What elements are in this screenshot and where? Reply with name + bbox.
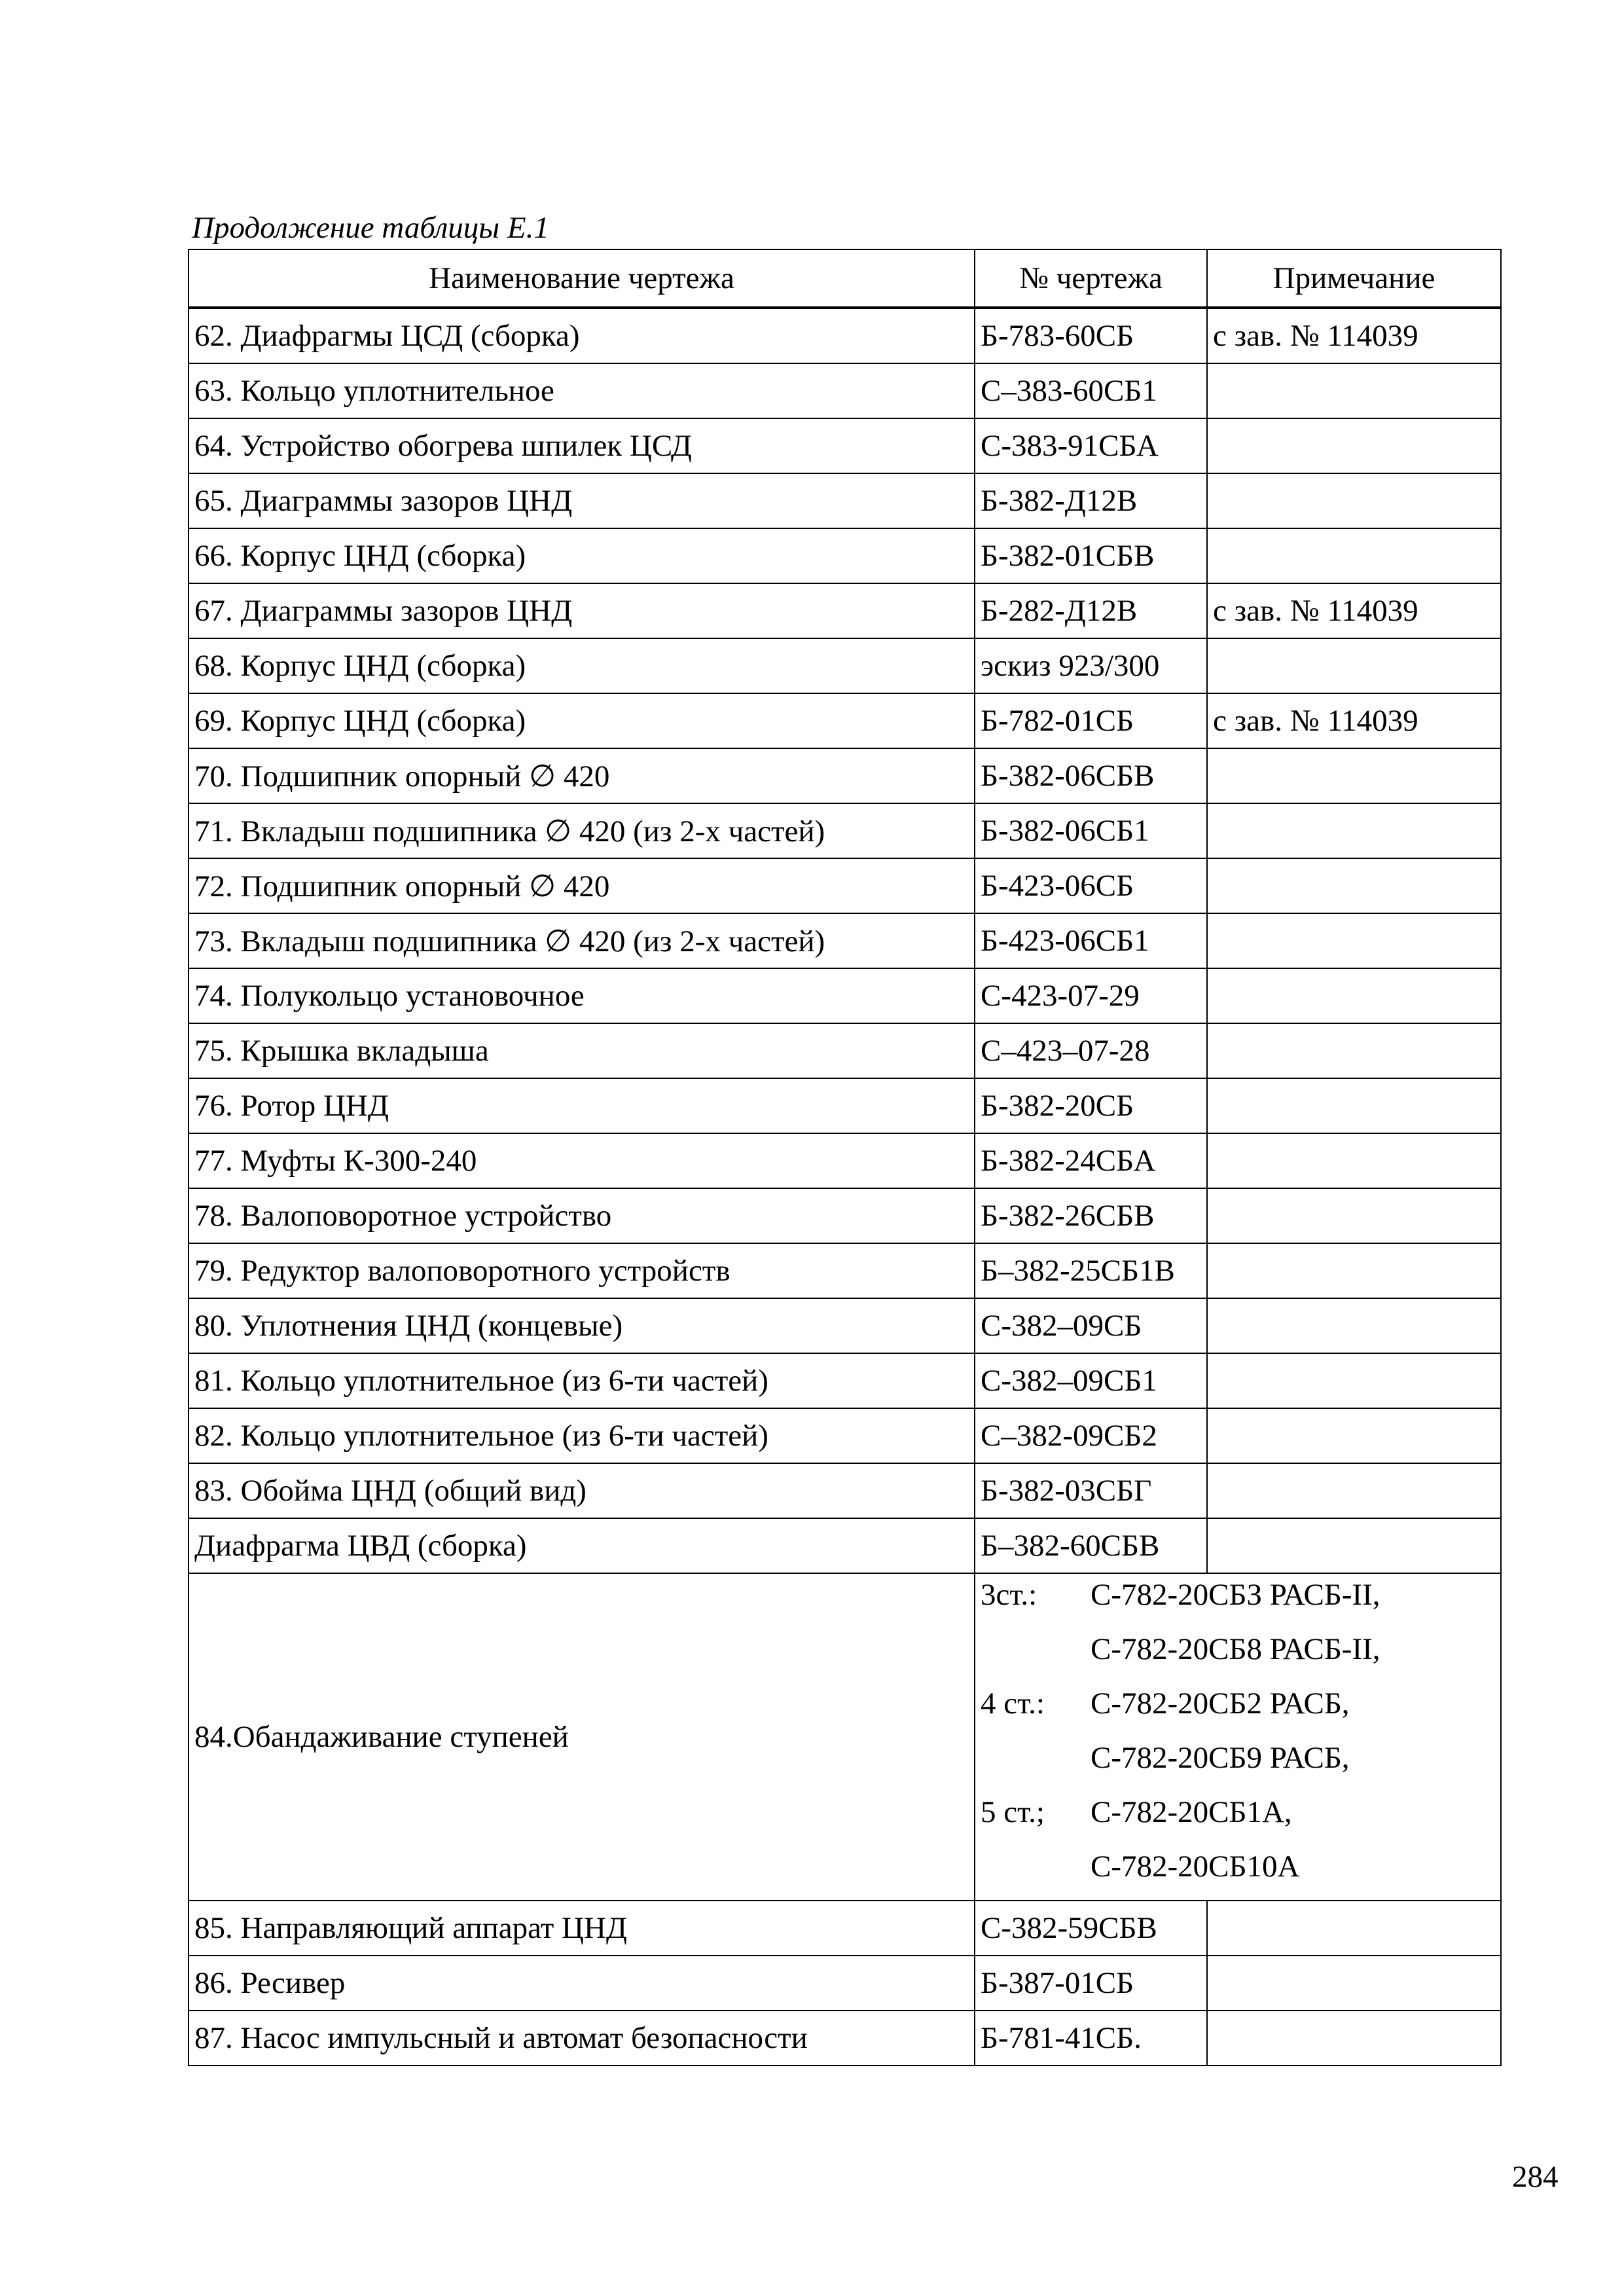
cell-number: Б-423-06СБ1 [975,913,1207,968]
table-row [189,913,1501,968]
cell-number: С–383-60СБ1 [975,363,1207,418]
cell-number: Б-382-03СБГ [975,1463,1207,1518]
banding-section [189,1573,1501,1901]
cell-name: 78. Валоповоротное устройство [189,1188,975,1243]
table-row [189,1353,1501,1408]
table-body-after [189,1901,1501,2066]
banding-stage: 5 ст.; [981,1795,1045,1829]
table-row [189,473,1501,528]
cell-number: Б-382-Д12В [975,473,1207,528]
cell-note [1207,1408,1501,1463]
banding-line [981,1791,1495,1846]
cell-note [1207,528,1501,583]
cell-name: 68. Корпус ЦНД (сборка) [189,638,975,693]
table-row [189,1078,1501,1133]
cell-name: 72. Подшипник опорный ∅ 420 [189,858,975,913]
cell-number: Б-382-01СБВ [975,528,1207,583]
cell-name: 63. Кольцо уплотнительное [189,363,975,418]
cell-name: 87. Насос импульсный и автомат безопасности [189,2011,975,2066]
cell-note [1207,418,1501,473]
cell-number: Б-783-60СБ [975,308,1207,363]
cell-number: Б-382-24СБА [975,1133,1207,1188]
table-row [189,308,1501,363]
table-header-row [189,249,1501,308]
cell-note [1207,858,1501,913]
cell-name: 75. Крышка вкладыша [189,1023,975,1078]
cell-note: с зав. № 114039 [1207,308,1501,363]
cell-number: Б-387-01СБ [975,1956,1207,2011]
table-row [189,858,1501,913]
cell-name: 73. Вкладыш подшипника ∅ 420 (из 2-х частей) [189,913,975,968]
table-body [189,308,1501,1573]
cell-number: С-382–09СБ [975,1298,1207,1353]
table-row-banding [189,1573,1501,1901]
cell-note [1207,1133,1501,1188]
banding-line [981,1846,1495,1900]
page-number: 284 [1512,2160,1559,2194]
banding-stage [981,1737,1091,1791]
cell-number: С–423–07-28 [975,1023,1207,1078]
cell-name: 86. Ресивер [189,1956,975,2011]
table-row [189,1518,1501,1573]
cell-name: 82. Кольцо уплотнительное (из 6-ти частей) [189,1408,975,1463]
cell-number: Б-382-06СБ1 [975,803,1207,858]
table-row [189,1188,1501,1243]
cell-note [1207,473,1501,528]
cell-number: С–382-09СБ2 [975,1408,1207,1463]
cell-note [1207,363,1501,418]
table-row [189,693,1501,748]
cell-note [1207,638,1501,693]
cell-number: С-383-91СБА [975,418,1207,473]
cell-note [1207,968,1501,1023]
cell-note [1207,803,1501,858]
banding-stage [981,1846,1091,1900]
banding-line [981,1683,1495,1737]
cell-name: 74. Полукольцо установочное [189,968,975,1023]
cell-name: 70. Подшипник опорный ∅ 420 [189,748,975,803]
cell-name: 67. Диаграммы зазоров ЦНД [189,583,975,638]
cell-name: 62. Диафрагмы ЦСД (сборка) [189,308,975,363]
cell-number: Б-382-06СБВ [975,748,1207,803]
table-row [189,1901,1501,1956]
cell-name: 77. Муфты К-300-240 [189,1133,975,1188]
cell-note [1207,1243,1501,1298]
cell-note [1207,913,1501,968]
banding-stage: 3ст.: [981,1578,1038,1612]
table-row [189,1133,1501,1188]
table-row [189,1243,1501,1298]
cell-note [1207,2011,1501,2066]
cell-number: Б-781-41СБ. [975,2011,1207,2066]
banding-drawings [975,1573,1501,1901]
banding-drawing: С-782-20СБ9 РАСБ, [1091,1741,1350,1775]
drawings-table [188,249,1502,2066]
table-row [189,418,1501,473]
banding-line [981,1628,1495,1683]
cell-number: С-423-07-29 [975,968,1207,1023]
cell-name: 69. Корпус ЦНД (сборка) [189,693,975,748]
cell-name: 64. Устройство обогрева шпилек ЦСД [189,418,975,473]
table-row [189,528,1501,583]
cell-number: С-382–09СБ1 [975,1353,1207,1408]
cell-number: Б–382-60СБВ [975,1518,1207,1573]
cell-name: 81. Кольцо уплотнительное (из 6-ти частей) [189,1353,975,1408]
table-row [189,803,1501,858]
cell-number: Б–382-25СБ1В [975,1243,1207,1298]
banding-line [981,1574,1495,1628]
cell-number: Б-282-Д12В [975,583,1207,638]
cell-name: 85. Направляющий аппарат ЦНД [189,1901,975,1956]
table-row [189,1298,1501,1353]
banding-drawing: С-782-20СБ1А, [1091,1795,1292,1829]
cell-name: 65. Диаграммы зазоров ЦНД [189,473,975,528]
cell-number: Б-423-06СБ [975,858,1207,913]
table-row [189,748,1501,803]
cell-number: Б-382-20СБ [975,1078,1207,1133]
header-note: Примечание [1207,249,1501,308]
table-row [189,1463,1501,1518]
cell-note: с зав. № 114039 [1207,583,1501,638]
cell-note [1207,1298,1501,1353]
cell-note [1207,1023,1501,1078]
banding-drawing: С-782-20СБ10А [1091,1850,1300,1884]
table-row [189,1408,1501,1463]
table-row [189,583,1501,638]
cell-name: 66. Корпус ЦНД (сборка) [189,528,975,583]
table-row [189,363,1501,418]
banding-stage: 4 ст.: [981,1686,1045,1721]
header-name: Наименование чертежа [189,249,975,308]
table-caption: Продолжение таблицы Е.1 [192,211,549,245]
cell-name: 79. Редуктор валоповоротного устройств [189,1243,975,1298]
cell-note [1207,1901,1501,1956]
table-row [189,2011,1501,2066]
cell-note [1207,1188,1501,1243]
banding-name: 84.Обандаживание ступеней [189,1573,975,1901]
banding-drawing: С-782-20СБ2 РАСБ, [1091,1686,1350,1721]
cell-number: эскиз 923/300 [975,638,1207,693]
cell-number: Б-782-01СБ [975,693,1207,748]
cell-note [1207,1463,1501,1518]
cell-name: Диафрагма ЦВД (сборка) [189,1518,975,1573]
cell-name: 76. Ротор ЦНД [189,1078,975,1133]
banding-stage [981,1628,1091,1683]
header-number: № чертежа [975,249,1207,308]
cell-name: 83. Обойма ЦНД (общий вид) [189,1463,975,1518]
cell-number: С-382-59СБВ [975,1901,1207,1956]
cell-note [1207,1518,1501,1573]
cell-number: Б-382-26СБВ [975,1188,1207,1243]
cell-note [1207,1078,1501,1133]
cell-name: 80. Уплотнения ЦНД (концевые) [189,1298,975,1353]
banding-drawing: С-782-20СБЗ РАСБ-II, [1091,1578,1380,1612]
cell-note [1207,1956,1501,2011]
cell-note: с зав. № 114039 [1207,693,1501,748]
table-row [189,968,1501,1023]
cell-note [1207,1353,1501,1408]
table-row [189,1023,1501,1078]
table-row [189,1956,1501,2011]
table-row [189,638,1501,693]
banding-line [981,1737,1495,1791]
cell-note [1207,748,1501,803]
cell-name: 71. Вкладыш подшипника ∅ 420 (из 2-х частей) [189,803,975,858]
banding-drawing: С-782-20СБ8 РАСБ-II, [1091,1632,1380,1666]
